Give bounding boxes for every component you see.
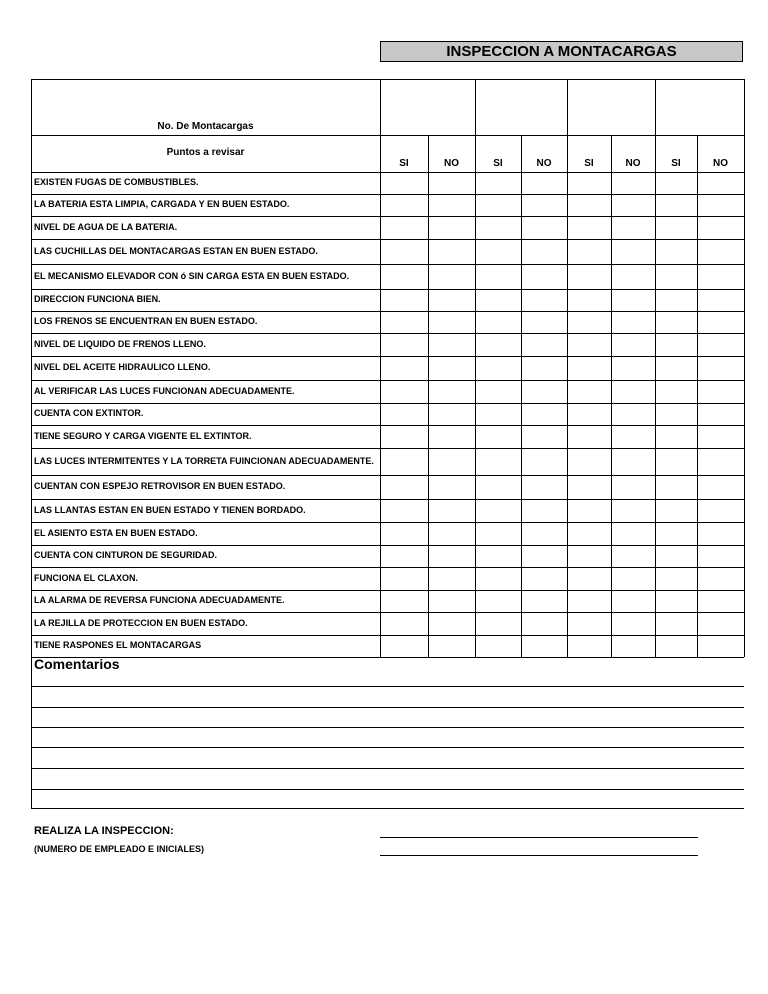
si-checkbox-cell[interactable] (381, 591, 427, 611)
si-checkbox-cell[interactable] (568, 449, 610, 474)
si-checkbox-cell[interactable] (476, 568, 520, 589)
si-checkbox-cell[interactable] (568, 381, 610, 402)
si-checkbox-cell[interactable] (381, 568, 427, 589)
inspection-table (31, 79, 744, 809)
no-checkbox-cell[interactable] (522, 591, 566, 611)
no-checkbox-cell[interactable] (612, 449, 654, 474)
table-right-border (744, 79, 745, 657)
no-checkbox-cell[interactable] (698, 381, 743, 402)
unit-number-label: No. De Montacargas (157, 121, 254, 132)
si-checkbox-cell[interactable] (656, 290, 696, 310)
si-column-header: SI (584, 158, 594, 169)
table-left-border (31, 79, 32, 809)
no-checkbox-cell[interactable] (612, 404, 654, 424)
si-checkbox-cell[interactable] (381, 290, 427, 310)
no-checkbox-cell[interactable] (612, 426, 654, 447)
no-checkbox-cell[interactable] (429, 195, 474, 215)
no-checkbox-cell[interactable] (612, 500, 654, 521)
checklist-item-label: LA REJILLA DE PROTECCION EN BUEN ESTADO. (34, 617, 248, 628)
no-checkbox-cell[interactable] (429, 636, 474, 656)
header-divider (31, 135, 744, 136)
si-checkbox-cell[interactable] (656, 426, 696, 447)
no-checkbox-cell[interactable] (612, 546, 654, 566)
no-checkbox-cell[interactable] (429, 240, 474, 263)
comment-line (31, 747, 744, 748)
no-checkbox-cell[interactable] (612, 381, 654, 402)
si-checkbox-cell[interactable] (568, 500, 610, 521)
si-checkbox-cell[interactable] (656, 500, 696, 521)
si-checkbox-cell[interactable] (656, 195, 696, 215)
si-checkbox-cell[interactable] (656, 404, 696, 424)
no-checkbox-cell[interactable] (612, 476, 654, 498)
no-checkbox-cell[interactable] (612, 523, 654, 544)
no-checkbox-cell[interactable] (612, 357, 654, 379)
si-checkbox-cell[interactable] (656, 476, 696, 498)
checklist-item-label: TIENE SEGURO Y CARGA VIGENTE EL EXTINTOR. (34, 430, 252, 441)
no-checkbox-cell[interactable] (698, 546, 743, 566)
no-checkbox-cell[interactable] (698, 404, 743, 424)
no-checkbox-cell[interactable] (429, 265, 474, 288)
si-checkbox-cell[interactable] (476, 217, 520, 238)
no-checkbox-cell[interactable] (612, 173, 654, 193)
si-checkbox-cell[interactable] (568, 568, 610, 589)
no-checkbox-cell[interactable] (429, 523, 474, 544)
no-checkbox-cell[interactable] (429, 217, 474, 238)
si-checkbox-cell[interactable] (476, 357, 520, 379)
checklist-item-label: LA ALARMA DE REVERSA FUNCIONA ADECUADAMENTE. (34, 595, 285, 605)
si-checkbox-cell[interactable] (656, 265, 696, 288)
si-checkbox-cell[interactable] (476, 265, 520, 288)
no-checkbox-cell[interactable] (522, 426, 566, 447)
no-checkbox-cell[interactable] (698, 173, 743, 193)
si-checkbox-cell[interactable] (476, 334, 520, 355)
si-column-header: SI (399, 158, 409, 169)
no-checkbox-cell[interactable] (698, 312, 743, 332)
si-column-header: SI (493, 158, 503, 169)
no-checkbox-cell[interactable] (429, 546, 474, 566)
si-checkbox-cell[interactable] (476, 290, 520, 310)
no-checkbox-cell[interactable] (522, 546, 566, 566)
no-checkbox-cell[interactable] (429, 334, 474, 355)
no-checkbox-cell[interactable] (612, 568, 654, 589)
si-checkbox-cell[interactable] (476, 195, 520, 215)
checklist-item-label: TIENE RASPONES EL MONTACARGAS (34, 640, 202, 650)
si-checkbox-cell[interactable] (568, 217, 610, 238)
si-checkbox-cell[interactable] (476, 426, 520, 447)
no-checkbox-cell[interactable] (522, 334, 566, 355)
si-checkbox-cell[interactable] (381, 449, 427, 474)
no-checkbox-cell[interactable] (429, 381, 474, 402)
si-checkbox-cell[interactable] (381, 500, 427, 521)
si-checkbox-cell[interactable] (568, 290, 610, 310)
no-checkbox-cell[interactable] (698, 449, 743, 474)
si-checkbox-cell[interactable] (381, 381, 427, 402)
checklist-item-label: CUENTA CON EXTINTOR. (34, 408, 144, 418)
no-checkbox-cell[interactable] (698, 426, 743, 447)
si-checkbox-cell[interactable] (381, 173, 427, 193)
no-column-header: NO (625, 158, 641, 169)
si-checkbox-cell[interactable] (656, 173, 696, 193)
employee-signature-line[interactable] (380, 855, 698, 856)
si-checkbox-cell[interactable] (568, 591, 610, 611)
si-checkbox-cell[interactable] (656, 240, 696, 263)
no-checkbox-cell[interactable] (698, 636, 743, 656)
no-checkbox-cell[interactable] (429, 476, 474, 498)
no-checkbox-cell[interactable] (522, 173, 566, 193)
comment-line (31, 808, 744, 809)
si-checkbox-cell[interactable] (476, 404, 520, 424)
si-checkbox-cell[interactable] (381, 636, 427, 656)
checklist-item-label: LAS CUCHILLAS DEL MONTACARGAS ESTAN EN BUEN ESTADO. (34, 245, 318, 256)
table-row-rule (31, 657, 744, 658)
si-checkbox-cell[interactable] (476, 613, 520, 634)
no-checkbox-cell[interactable] (612, 334, 654, 355)
no-checkbox-cell[interactable] (522, 312, 566, 332)
si-checkbox-cell[interactable] (568, 312, 610, 332)
si-checkbox-cell[interactable] (568, 636, 610, 656)
checklist-item-label: CUENTAN CON ESPEJO RETROVISOR EN BUEN ESTADO. (34, 481, 286, 491)
no-checkbox-cell[interactable] (522, 404, 566, 424)
si-checkbox-cell[interactable] (381, 357, 427, 379)
no-checkbox-cell[interactable] (429, 591, 474, 611)
no-checkbox-cell[interactable] (698, 334, 743, 355)
no-checkbox-cell[interactable] (522, 476, 566, 498)
si-checkbox-cell[interactable] (568, 173, 610, 193)
comment-line (31, 707, 744, 708)
no-column-header: NO (536, 158, 552, 169)
no-checkbox-cell[interactable] (698, 290, 743, 310)
comment-line (31, 727, 744, 728)
unit-number-cell[interactable] (568, 80, 654, 134)
no-checkbox-cell[interactable] (612, 290, 654, 310)
inspector-signature-line[interactable] (380, 837, 698, 838)
checklist-item-label: FUNCIONA EL CLAXON. (34, 572, 139, 583)
si-checkbox-cell[interactable] (381, 476, 427, 498)
si-checkbox-cell[interactable] (568, 613, 610, 634)
si-checkbox-cell[interactable] (656, 217, 696, 238)
no-checkbox-cell[interactable] (429, 173, 474, 193)
checklist-item-label: LAS LUCES INTERMITENTES Y LA TORRETA FUINCIONAN ADECUADAMENTE. (34, 455, 374, 466)
si-checkbox-cell[interactable] (568, 357, 610, 379)
no-checkbox-cell[interactable] (698, 523, 743, 544)
si-checkbox-cell[interactable] (476, 500, 520, 521)
employee-label: (NUMERO DE EMPLEADO E INICIALES) (34, 844, 205, 854)
si-checkbox-cell[interactable] (476, 523, 520, 544)
comment-line (31, 789, 744, 790)
no-checkbox-cell[interactable] (698, 265, 743, 288)
checklist-item-label: LOS FRENOS SE ENCUENTRAN EN BUEN ESTADO. (34, 316, 258, 326)
no-checkbox-cell[interactable] (522, 357, 566, 379)
no-checkbox-cell[interactable] (429, 568, 474, 589)
points-to-check-label: Puntos a revisar (166, 147, 245, 158)
checklist-item-label: NIVEL DE LIQUIDO DE FRENOS LLENO. (34, 338, 206, 349)
no-checkbox-cell[interactable] (698, 357, 743, 379)
no-checkbox-cell[interactable] (522, 636, 566, 656)
checklist-item-label: LAS LLANTAS ESTAN EN BUEN ESTADO Y TIENEN BORDADO. (34, 504, 306, 515)
unit-number-cell[interactable] (381, 80, 474, 134)
inspector-label: REALIZA LA INSPECCION: (34, 825, 174, 837)
no-checkbox-cell[interactable] (612, 312, 654, 332)
checklist-item-label: NIVEL DE AGUA DE LA BATERIA. (34, 221, 178, 232)
si-checkbox-cell[interactable] (568, 426, 610, 447)
no-checkbox-cell[interactable] (522, 568, 566, 589)
no-checkbox-cell[interactable] (698, 195, 743, 215)
no-checkbox-cell[interactable] (522, 265, 566, 288)
checklist-item-label: DIRECCION FUNCIONA BIEN. (34, 294, 161, 304)
si-checkbox-cell[interactable] (656, 381, 696, 402)
si-checkbox-cell[interactable] (568, 546, 610, 566)
no-checkbox-cell[interactable] (522, 195, 566, 215)
no-checkbox-cell[interactable] (429, 312, 474, 332)
checklist-item-label: AL VERIFICAR LAS LUCES FUNCIONAN ADECUADAMENTE. (34, 385, 295, 396)
si-checkbox-cell[interactable] (656, 568, 696, 589)
no-checkbox-cell[interactable] (612, 636, 654, 656)
si-checkbox-cell[interactable] (476, 476, 520, 498)
no-checkbox-cell[interactable] (429, 290, 474, 310)
si-checkbox-cell[interactable] (381, 613, 427, 634)
si-checkbox-cell[interactable] (476, 591, 520, 611)
si-checkbox-cell[interactable] (381, 523, 427, 544)
checklist-item-label: CUENTA CON CINTURON DE SEGURIDAD. (34, 550, 218, 560)
no-checkbox-cell[interactable] (429, 357, 474, 379)
si-checkbox-cell[interactable] (381, 546, 427, 566)
no-checkbox-cell[interactable] (698, 613, 743, 634)
no-checkbox-cell[interactable] (522, 217, 566, 238)
si-checkbox-cell[interactable] (381, 312, 427, 332)
no-checkbox-cell[interactable] (612, 591, 654, 611)
si-checkbox-cell[interactable] (381, 195, 427, 215)
no-checkbox-cell[interactable] (522, 290, 566, 310)
checklist-item-label: NIVEL DEL ACEITE HIDRAULICO LLENO. (34, 362, 211, 372)
si-checkbox-cell[interactable] (381, 404, 427, 424)
si-checkbox-cell[interactable] (476, 381, 520, 402)
checklist-item-label: EL MECANISMO ELEVADOR CON ó SIN CARGA ESTA EN BUEN ESTADO. (34, 270, 350, 281)
si-checkbox-cell[interactable] (656, 312, 696, 332)
unit-number-cell[interactable] (476, 80, 566, 134)
si-checkbox-cell[interactable] (568, 476, 610, 498)
no-checkbox-cell[interactable] (698, 476, 743, 498)
form-title: INSPECCION A MONTACARGAS (380, 41, 743, 62)
si-checkbox-cell[interactable] (656, 636, 696, 656)
si-checkbox-cell[interactable] (568, 523, 610, 544)
si-checkbox-cell[interactable] (568, 404, 610, 424)
si-checkbox-cell[interactable] (381, 217, 427, 238)
si-checkbox-cell[interactable] (381, 240, 427, 263)
checklist-item-label: EL ASIENTO ESTA EN BUEN ESTADO. (34, 527, 198, 538)
si-checkbox-cell[interactable] (656, 334, 696, 355)
si-checkbox-cell[interactable] (656, 613, 696, 634)
si-checkbox-cell[interactable] (656, 357, 696, 379)
si-checkbox-cell[interactable] (656, 449, 696, 474)
si-checkbox-cell[interactable] (656, 523, 696, 544)
no-checkbox-cell[interactable] (429, 449, 474, 474)
no-checkbox-cell[interactable] (522, 381, 566, 402)
no-checkbox-cell[interactable] (612, 217, 654, 238)
no-checkbox-cell[interactable] (522, 613, 566, 634)
comment-line (31, 686, 744, 687)
no-checkbox-cell[interactable] (429, 404, 474, 424)
no-checkbox-cell[interactable] (612, 195, 654, 215)
si-checkbox-cell[interactable] (476, 546, 520, 566)
no-checkbox-cell[interactable] (698, 217, 743, 238)
no-checkbox-cell[interactable] (612, 613, 654, 634)
no-checkbox-cell[interactable] (522, 449, 566, 474)
no-checkbox-cell[interactable] (612, 240, 654, 263)
si-checkbox-cell[interactable] (381, 334, 427, 355)
si-checkbox-cell[interactable] (476, 449, 520, 474)
si-checkbox-cell[interactable] (476, 636, 520, 656)
unit-number-cell[interactable] (656, 80, 743, 134)
si-checkbox-cell[interactable] (476, 173, 520, 193)
no-checkbox-cell[interactable] (429, 500, 474, 521)
no-checkbox-cell[interactable] (429, 613, 474, 634)
checklist-item-label: EXISTEN FUGAS DE COMBUSTIBLES. (34, 177, 199, 187)
no-checkbox-cell[interactable] (429, 426, 474, 447)
si-checkbox-cell[interactable] (656, 591, 696, 611)
no-column-header: NO (444, 158, 459, 169)
no-checkbox-cell[interactable] (698, 500, 743, 521)
no-checkbox-cell[interactable] (522, 500, 566, 521)
no-checkbox-cell[interactable] (698, 591, 743, 611)
no-checkbox-cell[interactable] (522, 240, 566, 263)
si-checkbox-cell[interactable] (381, 265, 427, 288)
si-checkbox-cell[interactable] (381, 426, 427, 447)
si-column-header: SI (671, 158, 681, 169)
no-column-header: NO (713, 158, 728, 169)
si-checkbox-cell[interactable] (568, 195, 610, 215)
no-checkbox-cell[interactable] (612, 265, 654, 288)
si-checkbox-cell[interactable] (568, 265, 610, 288)
no-checkbox-cell[interactable] (698, 568, 743, 589)
comments-label: Comentarios (34, 656, 120, 672)
si-checkbox-cell[interactable] (476, 240, 520, 263)
checklist-item-label: LA BATERIA ESTA LIMPIA, CARGADA Y EN BUEN ESTADO. (34, 199, 290, 209)
si-checkbox-cell[interactable] (476, 312, 520, 332)
no-checkbox-cell[interactable] (522, 523, 566, 544)
si-checkbox-cell[interactable] (568, 334, 610, 355)
si-checkbox-cell[interactable] (656, 546, 696, 566)
no-checkbox-cell[interactable] (698, 240, 743, 263)
si-checkbox-cell[interactable] (568, 240, 610, 263)
comment-line (31, 768, 744, 769)
